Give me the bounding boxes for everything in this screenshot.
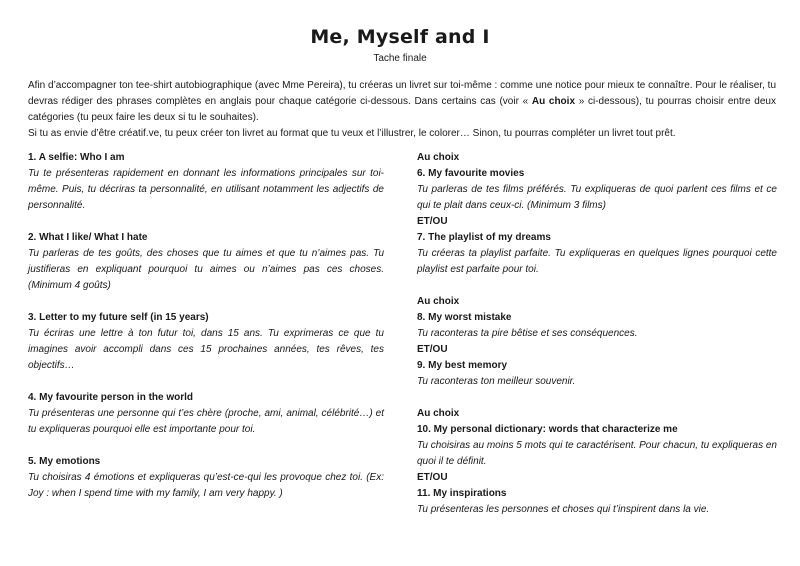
intro-text-part: Afin d’accompagner ton tee-shirt autobiographique (avec Mme Pereira), tu créeras un livret sur toi-même : comme une notice pour mieux te connaître. Pour le réaliser, tu devras rédiger des phrases complètes en anglais pour chaque catégorie ci-dessous. Dans certains cas (voir «	[28, 80, 776, 107]
page-subtitle: Tache finale	[373, 53, 427, 64]
task-description: Tu te présenteras rapidement en donnant les informations principales sur toi-même. Puis, tu décriras ta personnalité, en utilisant notamment les adjectifs de personnalité.	[28, 168, 384, 211]
task-item-1	[28, 150, 384, 214]
task-description: Tu parleras de tes goûts, des choses que tu aimes et que tu n’aimes pas. Tu justifieras en expliquant pourquoi tu aimes ou n’aimes pas ces choses. (Minimum 4 goûts)	[28, 248, 384, 291]
task-item-5	[28, 454, 384, 502]
et-ou-label: ET/OU	[417, 472, 448, 483]
task-heading: 1. A selfie: Who I am	[28, 152, 125, 163]
au-choix-label: Au choix	[417, 152, 460, 163]
intro-paragraph-1	[28, 78, 776, 126]
task-description: Tu présenteras les personnes et choses qui t’inspirent dans la vie.	[417, 504, 710, 515]
task-item-10	[417, 422, 777, 470]
task-heading: 5. My emotions	[28, 456, 101, 467]
right-column	[417, 150, 777, 518]
task-description: Tu présenteras une personne qui t’es chère (proche, ami, animal, célébrité…) et tu expliqueras pourquoi elle est importante pour toi.	[28, 408, 384, 435]
task-heading: 8. My worst mistake	[417, 312, 512, 323]
task-heading: 11. My inspirations	[417, 488, 507, 499]
left-column	[28, 150, 384, 502]
et-ou-label: ET/OU	[417, 344, 448, 355]
task-description: Tu choisiras au moins 5 mots qui te caractérisent. Pour chacun, tu expliqueras en quoi il te définit.	[417, 440, 777, 467]
task-item-3	[28, 310, 384, 374]
task-description: Tu parleras de tes films préférés. Tu expliqueras de quoi parlent ces films et ce qui te plait dans ceux-ci. (Minimum 3 films)	[417, 184, 777, 211]
task-item-6	[417, 166, 777, 214]
task-heading: 2. What I like/ What I hate	[28, 232, 148, 243]
task-item-9	[417, 358, 777, 390]
task-description: Tu choisiras 4 émotions et expliqueras qu’est-ce-qui les provoque chez toi. (Ex: Joy : when I spend time with my family, I am very happy. )	[28, 472, 384, 499]
task-item-8	[417, 310, 777, 342]
task-item-7	[417, 230, 777, 278]
task-heading: 10. My personal dictionary: words that characterize me	[417, 424, 678, 435]
task-heading: 7. The playlist of my dreams	[417, 232, 551, 243]
task-heading: 9. My best memory	[417, 360, 508, 371]
et-ou-label: ET/OU	[417, 216, 448, 227]
task-description: Tu raconteras ton meilleur souvenir.	[417, 376, 576, 387]
task-heading: 3. Letter to my future self (in 15 years)	[28, 312, 209, 323]
task-item-2	[28, 230, 384, 294]
intro-au-choix: Au choix	[531, 96, 576, 107]
au-choix-label: Au choix	[417, 296, 460, 307]
intro-paragraph-2: Si tu as envie d’être créatif.ve, tu peux créer ton livret au format que tu veux et l’illustrer, le colorer… Sinon, tu pourras compléter un livret tout prêt.	[28, 128, 676, 139]
intro-text	[28, 78, 776, 142]
task-heading: 4. My favourite person in the world	[28, 392, 194, 403]
task-description: Tu raconteras ta pire bêtise et ses conséquences.	[417, 328, 638, 339]
task-description: Tu créeras ta playlist parfaite. Tu expliqueras en quelques lignes pourquoi cette playlist est parfaite pour toi.	[417, 248, 777, 275]
task-item-11	[417, 486, 777, 518]
intro-text-part: » ci-dessous), tu pourras choisir entre deux catégories (tu peux faire les deux si tu le souhaites).	[28, 96, 776, 123]
page-title: Me, Myself and I	[310, 26, 490, 48]
task-heading: 6. My favourite movies	[417, 168, 525, 179]
task-item-4	[28, 390, 384, 438]
task-description: Tu écriras une lettre à ton futur toi, dans 15 ans. Tu exprimeras ce que tu imagines avoir accompli dans ces 15 prochaines années, tes rêves, tes objectifs…	[28, 328, 384, 371]
au-choix-label: Au choix	[417, 408, 460, 419]
